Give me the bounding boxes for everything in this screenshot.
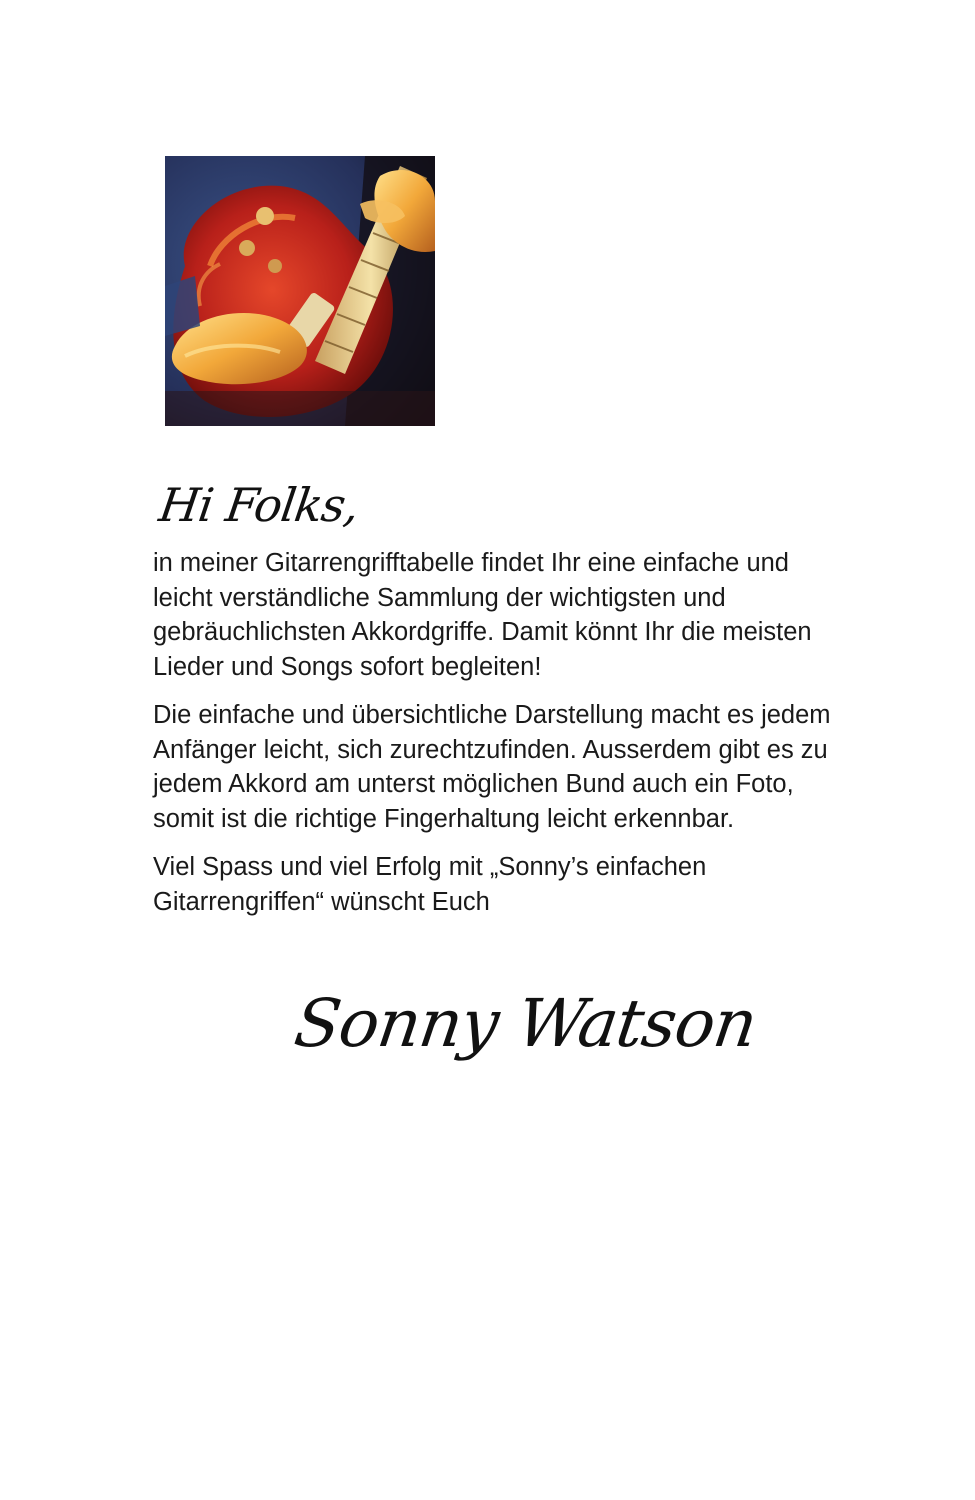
paragraph-closing: Viel Spass und viel Erfolg mit „Sonny’s einfachen Gitarrengriffen“ wünscht Euch	[153, 853, 707, 916]
guitar-illustration	[165, 156, 435, 426]
paragraph-description: Die einfache und übersichtliche Darstellung macht es jedem Anfänger leicht, sich zurechtzufinden. Ausserdem gibt es zu jedem Akkord am unterst möglichen Bund auch ein Foto, somit ist die richtige Fingerhaltung leicht erkennbar.	[153, 701, 831, 833]
letter-body	[153, 546, 843, 933]
greeting-heading: Hi Folks,	[156, 478, 362, 532]
guitar-photo	[165, 156, 435, 426]
signature: Sonny Watson	[290, 985, 762, 1062]
paragraph-intro: in meiner Gitarrengrifftabelle findet Ihr eine einfache und leicht verständliche Sammlung der wichtigsten und gebräuchlichsten Akkordgriffe. Damit könnt Ihr die meisten Lieder und Songs sofort begleiten!	[153, 549, 812, 681]
